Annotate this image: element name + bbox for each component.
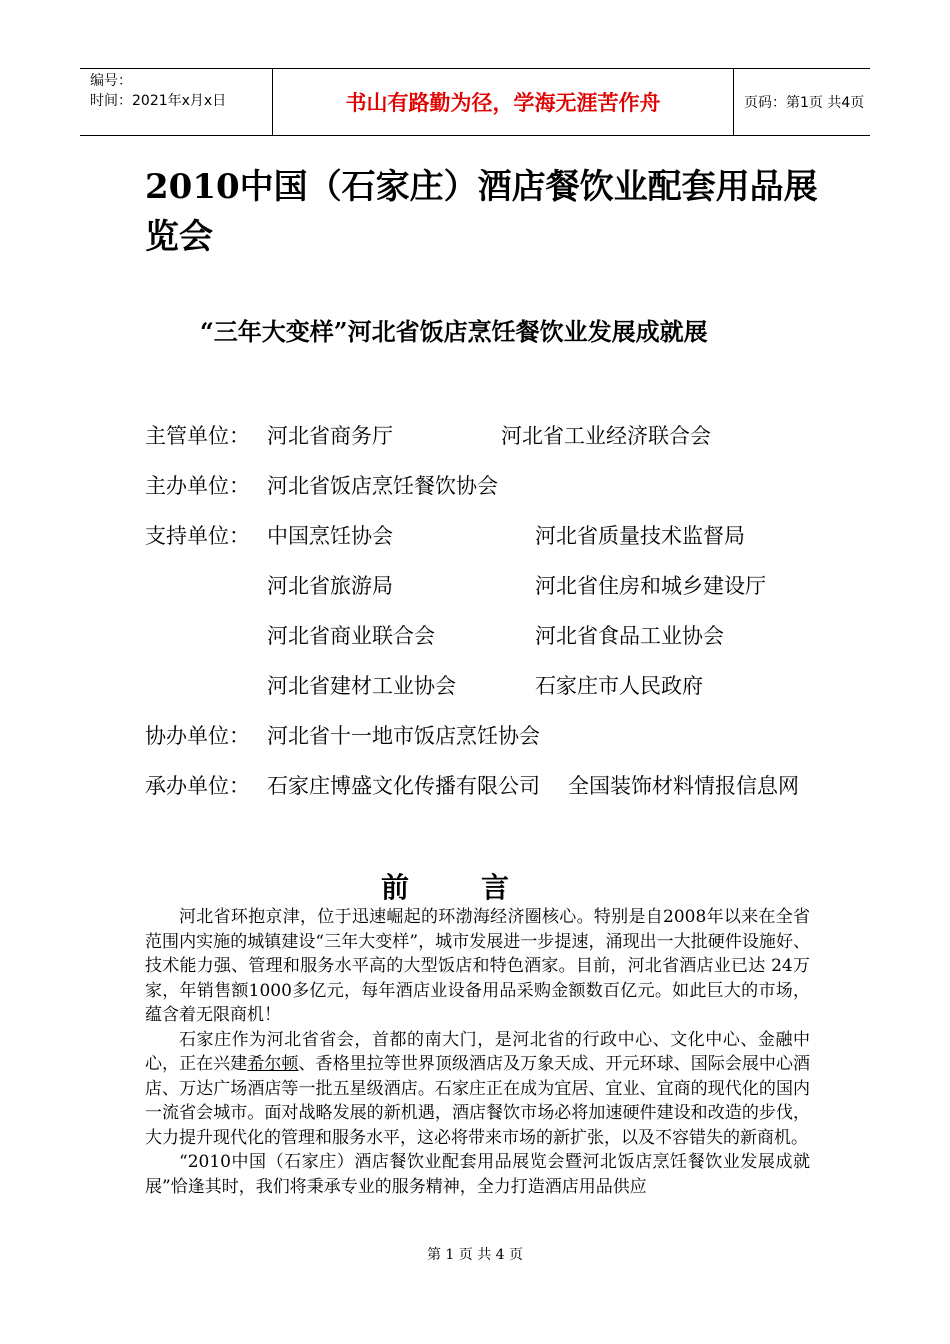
support-item: 河北省住房和城乡建设厅: [535, 574, 766, 598]
document-title: 2010中国（石家庄）酒店餐饮业配套用品展览会: [145, 167, 818, 257]
support-label: 支持单位：: [145, 524, 250, 548]
support-item: 石家庄市人民政府: [535, 674, 703, 698]
undertaker-2: 全国装饰材料情报信息网: [568, 774, 799, 798]
page-footer: 第 1 页 共 4 页: [426, 1247, 524, 1263]
header-table: [80, 68, 870, 136]
number-label: 编号：: [90, 73, 132, 89]
host-label: 主办单位：: [145, 474, 250, 498]
preface-paragraph: [145, 1028, 810, 1151]
page-label: 页码：第1页 共4页: [744, 95, 865, 111]
support-item: 河北省质量技术监督局: [535, 524, 745, 548]
supervisor-2: 河北省工业经济联合会: [501, 424, 711, 448]
co-organizer-1: 河北省十一地市饭店烹饪协会: [267, 724, 540, 748]
support-item: 河北省建材工业协会: [267, 674, 456, 698]
date-label: 时间：2021年x月x日: [90, 93, 227, 109]
preface-paragraph: “2010中国（石家庄）酒店餐饮业配套用品展览会暨河北饭店烹饪餐饮业发展成就展”恰逢其时，我们将秉承专业的服务精神，全力打造酒店用品供应: [145, 1152, 810, 1197]
header-meta: [80, 69, 272, 135]
paragraph-text: 、香格里拉等世界顶级酒店及万象天成、开元环球、国际会展中心酒店、万达广场酒店等一批五星级酒店。石家庄正在成为宜居、宜业、宜商的现代化的国内一流省会城市。面对战略发展的新机遇，酒店餐饮市场必将加速硬件建设和改造的步伐，大力提升现代化的管理和服务水平，这必将带来市场的新扩张，以及不容错失的新商机。: [145, 1054, 811, 1148]
paragraph-text: 石家庄作为河北省省会，首都的南大门，是河北省的行政中心、文化中心、金融中心，正在兴建: [145, 1029, 810, 1074]
header-motto-cell: [272, 69, 734, 135]
undertaker-1: 石家庄博盛文化传播有限公司: [267, 774, 540, 798]
supervisor-label: 主管单位：: [145, 424, 250, 448]
support-item: 河北省商业联合会: [267, 624, 435, 648]
document-subtitle: “三年大变样”河北省饭店烹饪餐饮业发展成就展: [200, 317, 708, 346]
preface-paragraph: 河北省环抱京津，位于迅速崛起的环渤海经济圈核心。特别是自2008年以来在全省范围内实施的城镇建设“三年大变样”，城市发展进一步提速，涌现出一大批硬件设施好、技术能力强、管理和服务水平高的大型饭店和特色酒家。目前，河北省酒店业已达 24万家，年销售额1000多亿元，每年酒店业设备用品采购金额数百亿元。如此巨大的市场，蕴含着无限商机！: [145, 907, 810, 1025]
undertaker-label: 承办单位：: [145, 774, 250, 798]
underlined-text: 希尔顿: [247, 1054, 299, 1074]
support-item: 河北省食品工业协会: [535, 624, 724, 648]
host-1: 河北省饭店烹饪餐饮协会: [267, 474, 498, 498]
support-item: 中国烹饪协会: [267, 524, 393, 548]
supervisor-1: 河北省商务厅: [267, 424, 393, 448]
preface-body: [145, 905, 810, 1199]
co-organizer-label: 协办单位：: [145, 724, 250, 748]
preface-heading: 前言: [380, 871, 581, 904]
support-item: 河北省旅游局: [267, 574, 393, 598]
motto-text: 书山有路勤为径，学海无涯苦作舟: [345, 91, 661, 115]
